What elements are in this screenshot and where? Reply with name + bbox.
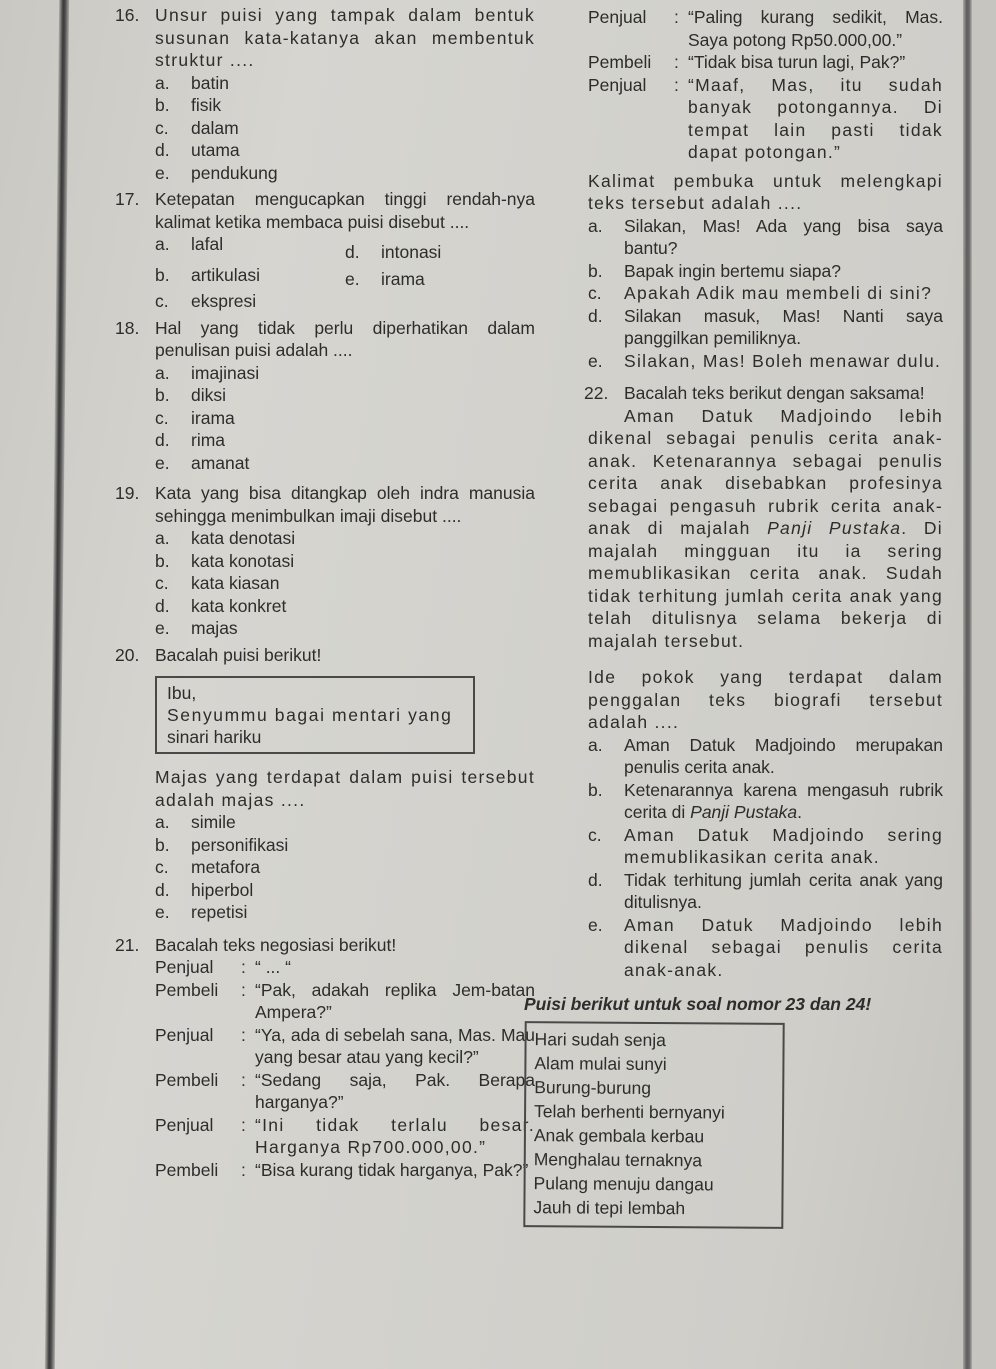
question-intro: Bacalah teks negosiasi berikut!: [155, 934, 397, 955]
option-letter: b.: [155, 834, 170, 855]
option-text: kata denotasi: [191, 528, 296, 548]
option-a[interactable]: [155, 362, 535, 385]
option-letter: e.: [155, 162, 170, 183]
answer-options: [155, 362, 535, 475]
option-a[interactable]: [155, 527, 535, 550]
option-e[interactable]: [155, 162, 535, 185]
question-text: Ide pokok yang terdapat dalam penggalan teks biografi tersebut adalah ....: [588, 667, 943, 732]
option-letter: e.: [155, 618, 170, 638]
option-text: simile: [191, 812, 236, 832]
question-17: [115, 188, 535, 313]
utterance: “Tidak bisa turun lagi, Pak?”: [688, 52, 906, 72]
poem-box: [155, 676, 475, 754]
page-fold-shadow-right: [963, 0, 972, 1369]
option-text: metafora: [191, 857, 261, 877]
option-text: kata kiasan: [191, 573, 280, 593]
option-text: Aman Datuk Madjoindo merupakan penulis cerita anak.: [624, 734, 943, 777]
question-18: [115, 317, 535, 475]
speaker: Pembeli: [155, 1159, 219, 1180]
option-text: Bapak ingin bertemu siapa?: [624, 260, 841, 281]
dialog-line: [155, 1024, 535, 1069]
option-letter: b.: [155, 264, 170, 285]
option-letter: d.: [155, 430, 170, 450]
option-e[interactable]: [155, 901, 535, 924]
option-letter: c.: [155, 407, 169, 428]
option-text: hiperbol: [191, 879, 254, 900]
option-d[interactable]: [155, 139, 535, 162]
option-d[interactable]: [345, 233, 535, 264]
option-letter: b.: [588, 260, 603, 281]
left-column: [115, 4, 535, 1185]
colon: :: [674, 7, 679, 27]
question-19: [115, 482, 535, 640]
answer-options: [155, 527, 535, 640]
option-letter: e.: [345, 268, 360, 289]
speaker: Pembeli: [155, 979, 219, 1000]
poem-line: Anak gembala kerbau: [533, 1124, 705, 1146]
option-letter: c.: [155, 117, 169, 138]
option-text: amanat: [191, 452, 250, 473]
option-text: intonasi: [381, 242, 442, 262]
answer-options: [588, 734, 943, 982]
option-d[interactable]: [155, 429, 535, 452]
option-letter: b.: [155, 550, 170, 571]
option-letter: d.: [588, 869, 603, 890]
colon: :: [241, 957, 246, 977]
option-letter: c.: [155, 573, 169, 593]
answer-options: [588, 215, 943, 373]
option-letter: e.: [588, 350, 603, 371]
question-intro: Bacalah puisi berikut!: [155, 644, 322, 665]
question-intro: Bacalah teks berikut dengan saksama!: [624, 383, 925, 403]
option-letter: c.: [155, 291, 169, 311]
option-letter: a.: [155, 812, 170, 832]
option-letter: e.: [588, 914, 603, 935]
speaker: Pembeli: [155, 1069, 219, 1090]
option-letter: c.: [588, 824, 602, 845]
answer-options: [155, 72, 535, 185]
option-text: Apakah Adik mau membeli di sini?: [624, 283, 933, 303]
question-text: Hal yang tidak perlu diperhatikan dalam penulisan puisi adalah ....: [155, 317, 535, 360]
option-text: majas: [191, 618, 238, 638]
option-text: artikulasi: [191, 264, 261, 285]
option-b[interactable]: [155, 94, 535, 117]
dialog-line: [588, 51, 943, 74]
passage-text: Aman Datuk Madjoindo lebih dikenal sebagai penulis cerita anak-anak. Ketenarannya sebagai penulis cerita anak disebabkan profesinya sebagai pengasuh rubrik cerita anak-anak di majalah: [588, 405, 943, 538]
dialog-line: [155, 1159, 535, 1182]
option-letter: a.: [155, 72, 170, 93]
option-e[interactable]: [588, 914, 943, 982]
question-21: [115, 934, 535, 1182]
option-b[interactable]: [155, 834, 535, 857]
dialog-line: [588, 6, 943, 51]
question-number: 22.: [584, 383, 609, 403]
colon: :: [241, 979, 246, 1000]
option-letter: b.: [155, 95, 170, 115]
utterance: “Maaf, Mas, itu sudah banyak potongannya. Di tempat lain pasti tidak dapat potongan.”: [688, 74, 943, 162]
colon: :: [241, 1114, 246, 1135]
option-c[interactable]: [155, 856, 535, 879]
dialog-line: [155, 979, 535, 1024]
utterance: “Ya, ada di sebelah sana, Mas. Mau yang besar atau yang kecil?”: [255, 1024, 535, 1067]
option-text: Silakan, Mas! Ada yang bisa saya bantu?: [624, 215, 943, 258]
utterance: “Ini tidak terlalu besar. Harganya Rp700.000,00.”: [255, 1114, 535, 1157]
question-text: Majas yang terdapat dalam puisi tersebut adalah majas ....: [155, 767, 535, 810]
dialog-line: [588, 74, 943, 164]
right-column: [524, 6, 943, 1228]
colon: :: [674, 74, 679, 95]
option-c[interactable]: [155, 572, 535, 595]
colon: :: [241, 1159, 246, 1180]
question-text: Kata yang bisa ditangkap oleh indra manusia sehingga menimbulkan imaji disebut ....: [155, 483, 535, 526]
option-text: fisik: [191, 95, 222, 115]
option-text: pendukung: [191, 162, 278, 183]
question-number: 16.: [115, 5, 140, 25]
option-text: repetisi: [191, 902, 248, 922]
option-text: dalam: [191, 117, 239, 138]
option-b[interactable]: [588, 779, 943, 824]
dialog-line: [155, 956, 535, 979]
option-letter: d.: [155, 140, 170, 160]
question-21-continued: [588, 6, 943, 372]
magazine-title: Panji Pustaka: [767, 518, 902, 538]
option-text: Silakan, Mas! Boleh menawar dulu.: [624, 350, 942, 371]
question-number: 18.: [115, 317, 140, 338]
utterance: “ ... “: [255, 957, 291, 977]
option-text: Aman Datuk Madjoindo sering memublikasikan cerita anak.: [624, 824, 943, 867]
question-text: Unsur puisi yang tampak dalam bentuk susunan kata-katanya akan membentuk struktur ....: [155, 5, 535, 70]
option-a[interactable]: [155, 233, 345, 264]
option-letter: a.: [588, 734, 603, 755]
option-b[interactable]: [155, 384, 535, 407]
option-d[interactable]: [155, 595, 535, 618]
option-text: kata konotasi: [191, 550, 295, 571]
question-number: 21.: [115, 934, 140, 955]
option-e[interactable]: [588, 350, 943, 373]
question-20: [115, 644, 535, 924]
option-letter: e.: [155, 452, 170, 473]
question-number: 20.: [115, 644, 140, 665]
answer-options: [155, 811, 535, 924]
poem-section-23-24: [524, 993, 943, 1228]
dialog-line: [155, 1114, 535, 1159]
option-text: rima: [191, 430, 226, 450]
passage-text: . Di majalah mingguan itu ia sering memublikasikan cerita anak. Sudah tidak terhitung jumlah cerita anak yang telah ditulisnya selama bekerja di majalah tersebut.: [588, 518, 943, 651]
option-e[interactable]: [155, 452, 535, 475]
utterance: “Pak, adakah replika Jem-batan Ampera?”: [255, 979, 535, 1022]
option-c[interactable]: [155, 290, 345, 313]
option-text: Tidak terhitung jumlah cerita anak yang ditulisnya.: [624, 869, 943, 912]
option-letter: d.: [588, 305, 603, 326]
option-a[interactable]: [588, 215, 943, 260]
option-text: batin: [191, 72, 229, 93]
question-text: Kalimat pembuka untuk melengkapi teks tersebut adalah ....: [588, 170, 943, 213]
option-a[interactable]: [155, 811, 535, 834]
option-text: Aman Datuk Madjoindo lebih dikenal sebagai penulis cerita anak-anak.: [624, 914, 943, 980]
option-text: kata konkret: [191, 595, 287, 616]
option-d[interactable]: [588, 305, 943, 350]
option-c[interactable]: [588, 282, 943, 305]
option-letter: c.: [588, 283, 602, 303]
option-e[interactable]: [345, 264, 535, 291]
option-b[interactable]: [155, 264, 345, 291]
speaker: Penjual: [155, 1024, 214, 1045]
utterance: “Bisa kurang tidak harganya, Pak?”: [255, 1159, 529, 1180]
magazine-title: Panji Pustaka: [690, 802, 798, 822]
speaker: Penjual: [588, 7, 647, 27]
option-text: irama: [381, 268, 425, 289]
speaker: Pembeli: [588, 52, 652, 72]
option-letter: b.: [155, 385, 170, 405]
poem-line: Ibu,: [167, 683, 197, 703]
option-letter: d.: [345, 242, 360, 262]
answer-options: [155, 233, 535, 313]
option-b[interactable]: [588, 260, 943, 283]
poem-line: Alam mulai sunyi: [534, 1052, 667, 1074]
option-letter: b.: [588, 779, 603, 800]
option-c[interactable]: [588, 824, 943, 869]
option-text: lafal: [191, 234, 224, 254]
poem-line: Pulang menuju dangau: [533, 1172, 714, 1194]
poem-box: [523, 1021, 784, 1229]
option-text: ekspresi: [191, 291, 257, 311]
speaker: Penjual: [588, 74, 647, 95]
section-heading: Puisi berikut untuk soal nomor 23 dan 24!: [524, 994, 872, 1014]
page-fold-shadow-left: [45, 0, 69, 1369]
question-16: [115, 4, 535, 184]
speaker: Penjual: [155, 1114, 214, 1135]
next-page-edge: [972, 0, 996, 1369]
option-d[interactable]: [155, 879, 535, 902]
option-text: irama: [191, 407, 235, 428]
question-number: 17.: [115, 189, 140, 209]
option-a[interactable]: [155, 72, 535, 95]
colon: :: [241, 1069, 246, 1090]
option-letter: d.: [155, 595, 170, 616]
utterance: “Sedang saja, Pak. Berapa harganya?”: [255, 1069, 535, 1112]
option-b[interactable]: [155, 550, 535, 573]
option-text: Ketenarannya karena mengasuh rubrik cerita di: [624, 779, 943, 822]
poem-line: Hari sudah senja: [534, 1028, 666, 1050]
option-e[interactable]: [155, 617, 535, 640]
poem-line: Menghalau ternaknya: [533, 1148, 703, 1170]
poem-line: sinari hariku: [167, 727, 262, 747]
question-22: [584, 382, 943, 981]
option-c[interactable]: [155, 407, 535, 430]
option-text: diksi: [191, 385, 227, 405]
option-text: .: [797, 802, 803, 822]
option-d[interactable]: [588, 869, 943, 914]
option-text: personifikasi: [191, 834, 289, 855]
question-number: 19.: [115, 483, 140, 503]
question-text: Ketepatan mengucapkan tinggi rendah-nya kalimat ketika membaca puisi disebut ....: [155, 189, 535, 232]
option-text: utama: [191, 140, 240, 160]
option-letter: d.: [155, 879, 170, 900]
option-letter: a.: [588, 215, 603, 236]
option-letter: e.: [155, 902, 170, 922]
poem-line: Senyummu bagai mentari yang: [167, 705, 453, 725]
poem-line: Jauh di tepi lembah: [533, 1196, 686, 1218]
poem-line: Burung-burung: [534, 1076, 652, 1098]
dialog-line: [155, 1069, 535, 1114]
option-letter: a.: [155, 528, 170, 548]
speaker: Penjual: [155, 957, 214, 977]
option-letter: a.: [155, 362, 170, 383]
option-c[interactable]: [155, 117, 535, 140]
option-a[interactable]: [588, 734, 943, 779]
biography-passage: [588, 405, 943, 653]
poem-line: Telah berhenti bernyanyi: [534, 1100, 725, 1122]
option-letter: c.: [155, 857, 169, 877]
negotiation-dialog: [155, 956, 535, 1181]
colon: :: [241, 1024, 246, 1045]
option-text: imajinasi: [191, 362, 260, 383]
utterance: “Paling kurang sedikit, Mas. Saya potong Rp50.000,00.”: [688, 7, 943, 50]
option-text: Silakan masuk, Mas! Nanti saya panggilkan pemiliknya.: [624, 305, 943, 348]
option-letter: a.: [155, 234, 170, 254]
negotiation-dialog-continued: [588, 6, 943, 164]
colon: :: [674, 52, 679, 72]
